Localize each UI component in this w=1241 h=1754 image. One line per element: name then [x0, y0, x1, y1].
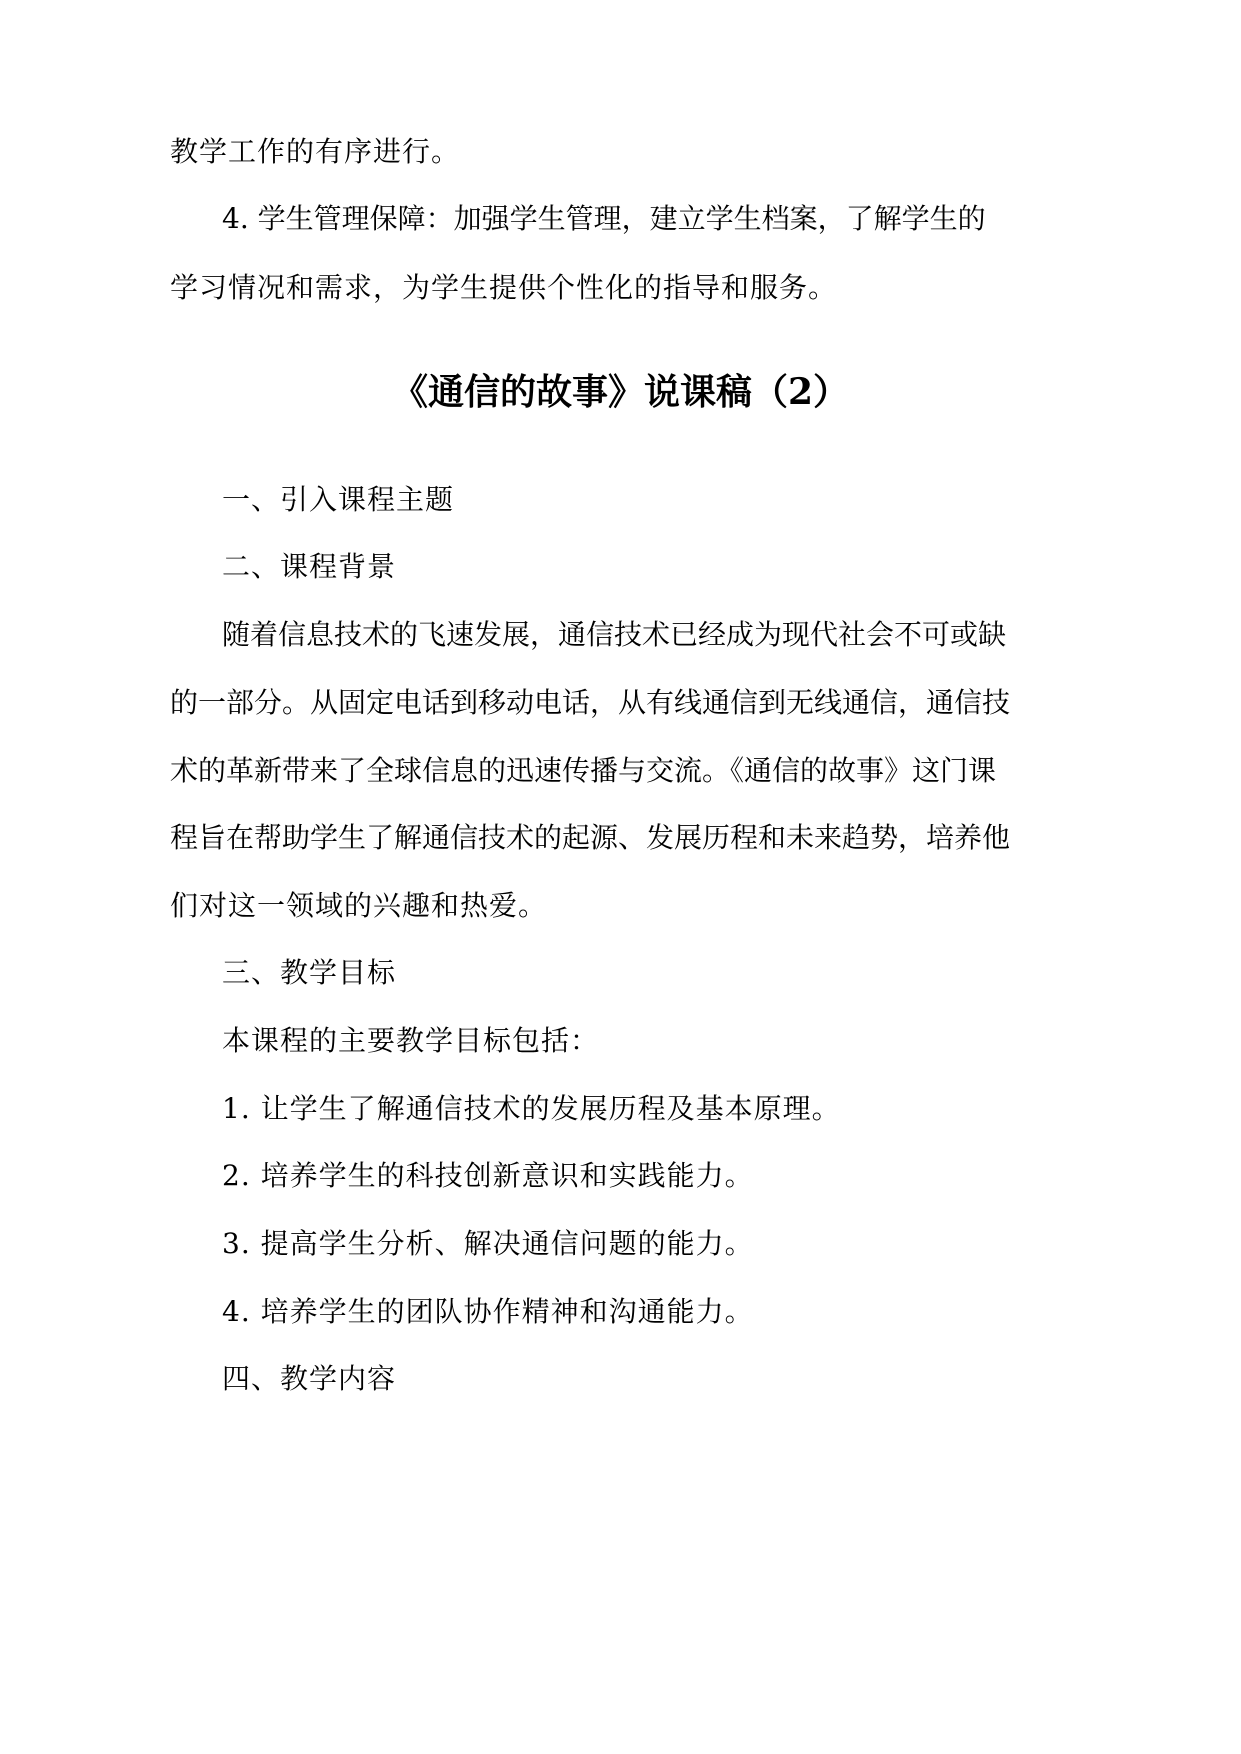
section-heading: 四、教学内容 — [222, 1362, 397, 1395]
paragraph-line: 术的革新带来了全球信息的迅速传播与交流。《通信的故事》这门课 — [170, 754, 997, 787]
paragraph-line: 教学工作的有序进行。 — [170, 135, 461, 168]
paragraph-line: 随着信息技术的飞速发展，通信技术已经成为现代社会不可或缺 — [222, 618, 1007, 651]
paragraph-line: 们对这一领域的兴趣和热爱。 — [170, 889, 548, 922]
paragraph-line: 程旨在帮助学生了解通信技术的起源、发展历程和未来趋势，培养他 — [170, 821, 1011, 854]
paragraph-line: 的一部分。从固定电话到移动电话，从有线通信到无线通信，通信技 — [170, 686, 1011, 719]
paragraph-line: 本课程的主要教学目标包括： — [222, 1024, 600, 1057]
list-item: 3. 提高学生分析、解决通信问题的能力。 — [222, 1227, 754, 1260]
section-heading: 一、引入课程主题 — [222, 483, 455, 516]
list-item: 4. 培养学生的团队协作精神和沟通能力。 — [222, 1295, 754, 1328]
paragraph-line: 学习情况和需求，为学生提供个性化的指导和服务。 — [170, 271, 838, 304]
document-title: 《通信的故事》说课稿（2） — [391, 371, 850, 413]
list-item: 1. 让学生了解通信技术的发展历程及基本原理。 — [222, 1092, 841, 1125]
section-heading: 二、课程背景 — [222, 550, 397, 583]
section-heading: 三、教学目标 — [222, 956, 397, 989]
list-item: 2. 培养学生的科技创新意识和实践能力。 — [222, 1159, 754, 1192]
list-item: 4. 学生管理保障：加强学生管理，建立学生档案，了解学生的 — [222, 202, 986, 235]
